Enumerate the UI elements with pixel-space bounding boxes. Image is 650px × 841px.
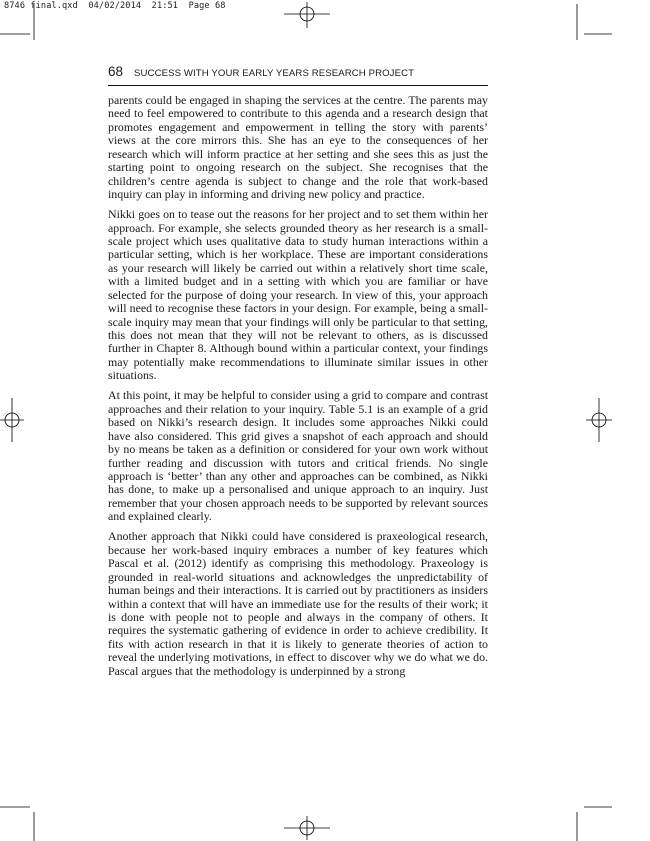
registration-mark-bottom xyxy=(284,816,330,840)
body-text xyxy=(108,94,488,685)
paragraph-2: Nikki goes on to tease out the reasons for her project and to set them within her approach. For example, she selects grounded theory as her research is a small-scale project which uses qualitative data to study human interactions within a particular setting, which is her workplace. These are important considerations as your research will likely be carried out within a relatively short time scale, with a limited budget and in a setting with which you are familiar or have selected for the purpose of doing your research. In view of this, your approach will need to recognise these factors in your design. For example, being a small-scale inquiry may mean that your findings will only be particular to that setting, this does not mean that they will not be relevant to others, as is discussed further in Chapter 8. Although bound within a particular context, your findings may potentially make recommendations to illuminate similar issues in other situations. xyxy=(108,207,488,383)
print-slug: 8746 final.qxd 04/02/2014 21:51 Page 68 xyxy=(4,1,226,11)
paragraph-1: parents could be engaged in shaping the services at the centre. The parents may need to feel empowered to contribute to this agenda and a research design that promotes engagement and empowerment in telling the story with parents’ views at the core mirrors this. She has an eye to the consequences of her research which will inform practice at her setting and she sees this as just the starting point to ongoing research on the subject. She recognises that the children’s centre agenda is subject to change and the role that work-based inquiry can play in informing and driving new policy and practice. xyxy=(108,93,488,202)
registration-mark-left xyxy=(0,398,24,442)
running-head xyxy=(108,64,488,86)
registration-mark-top xyxy=(284,2,330,28)
registration-mark-right xyxy=(586,398,612,442)
running-head-title: SUCCESS WITH YOUR EARLY YEARS RESEARCH PROJECT xyxy=(134,68,415,79)
paragraph-4: Another approach that Nikki could have considered is praxeological research, because her work-based inquiry embraces a number of key features which Pascal et al. (2012) identify as comprising this methodology. Praxeology is grounded in real-world situations and acknowledges the unpredictability of human beings and their interactions. It is carried out by practitioners as insiders within a context that will have an immediate use for the results of their work; it is done with people not to people and always in the company of others. It requires the systematic gathering of evidence in order to achieve credibility. It fits with action research in that it is likely to generate theories of action to reveal the underlying motivations, in effect to discover why we do what we do. Pascal argues that the methodology is underpinned by a strong xyxy=(108,529,488,678)
page-number: 68 xyxy=(108,64,124,79)
paragraph-3: At this point, it may be helpful to consider using a grid to compare and contrast approaches and their relation to your inquiry. Table 5.1 is an example of a grid based on Nikki’s research design. It includes some approaches Nikki could have also considered. This grid gives a snapshot of each approach and should by no means be taken as a definition or considered for your own work without further reading and discussion with tutors and critical friends. No single approach is ‘better’ than any other and approaches can be combined, as Nikki has done, to make up a personalised and unique approach to an inquiry. Just remember that your chosen approach needs to be supported by relevant sources and explained clearly. xyxy=(108,388,488,524)
